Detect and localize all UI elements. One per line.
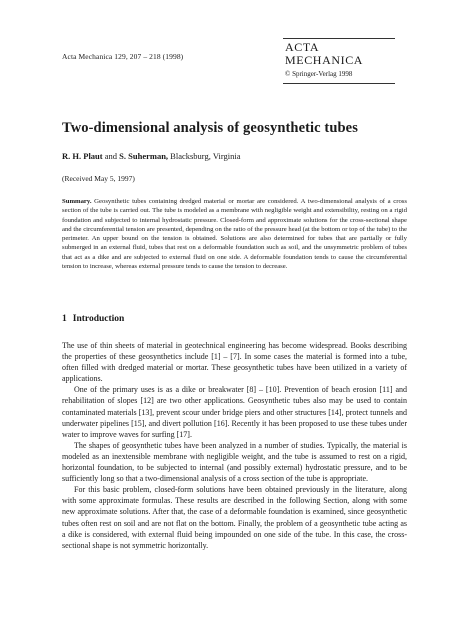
section-number: 1 xyxy=(62,314,67,324)
introduction-body xyxy=(62,340,407,551)
body-paragraph: The shapes of geosynthetic tubes have been analyzed in a number of studies. Typically, the material is modeled as an inextensible membrane with negligible weight, and the tube is assumed to rest on a rigid, horizontal foundation, to be subjected to internal (and possibly external) hydrostatic pressure, and to be sufficiently long so that a two-dimensional analysis of a cross section of the tube is appropriate. xyxy=(62,440,407,484)
body-paragraph: For this basic problem, closed-form solutions have been obtained previously in the literature, along with some approximate formulas. These results are described in the following Section, along with some new approximate solutions. After that, the case of a deformable foundation is examined, since geosynthetic tubes often rest on soil and are not flat on the bottom. Finally, the problem of a geosynthetic tube acting as a dike is considered, with external fluid being impounded on one side of the tube. In this case, the cross-sectional shape is not symmetric horizontally. xyxy=(62,485,407,550)
summary-abstract xyxy=(62,197,407,271)
body-paragraph: The use of thin sheets of material in geotechnical engineering has become widespread. Books describing the properties of these geosynthetics include [1] – [7]. In some cases the material is formed into a tube, often filled with dredged material or mortar. These geosynthetic tubes have been utilized in a variety of applications. xyxy=(62,341,407,384)
masthead-top-rule xyxy=(283,38,395,39)
author-name: R. H. Plaut xyxy=(62,151,103,161)
summary-text: Geosynthetic tubes containing dredged material or mortar are considered. A two-dimensional analysis of a cross section of the tube is carried out. The tube is modeled as a membrane with negligible weight and extensibility, resting on a rigid foundation and subjected to internal hydrostatic pressure. Closed-form and approximate solutions for the cross-sectional shape and the circumferential tension are presented, depending on the ratio of the pressure head (at the bottom or top of the tube) to the perimeter. An upper bound on the tension is obtained. Solutions are also determined for tubes that are partially or fully submerged in an external fluid, tubes that rest on a deformable foundation such as soil, and the unsymmetric problem of tubes that act as a dike and are subjected to external fluid on one side. A deformable foundation tends to cause the circumferential tension to increase, whereas external pressure tends to cause the tension to decrease. xyxy=(62,198,407,271)
copyright-notice: © Springer-Verlag 1998 xyxy=(285,70,353,78)
journal-name: ACTA MECHANICA xyxy=(285,40,364,67)
author-line xyxy=(62,151,241,161)
journal-masthead xyxy=(283,38,395,84)
journal-reference: Acta Mechanica 129, 207 – 218 (1998) xyxy=(62,52,184,61)
section-heading-introduction xyxy=(62,314,124,324)
received-date: (Received May 5, 1997) xyxy=(62,174,135,183)
author-conjunction: and xyxy=(104,151,118,161)
summary-label: Summary. xyxy=(62,198,92,205)
author-name: S. Suherman, xyxy=(119,151,169,161)
author-location: Blacksburg, Virginia xyxy=(170,151,241,161)
section-title: Introduction xyxy=(72,314,125,324)
body-paragraph: One of the primary uses is as a dike or breakwater [8] – [10]. Prevention of beach erosion [11] and rehabilitation of slopes [12] are two other applications. Geosynthetic tubes also may be used to contain contaminated materials [13], prevent scour under bridge piers and other structures [14], protect tunnels and underwater pipelines [15], and divert pollution [16]. Recently it has been proposed to use these tubes under water to improve waves for surfing [17]. xyxy=(62,385,407,439)
masthead-bottom-rule xyxy=(283,83,395,84)
paper-title: Two-dimensional analysis of geosynthetic tubes xyxy=(62,120,358,136)
